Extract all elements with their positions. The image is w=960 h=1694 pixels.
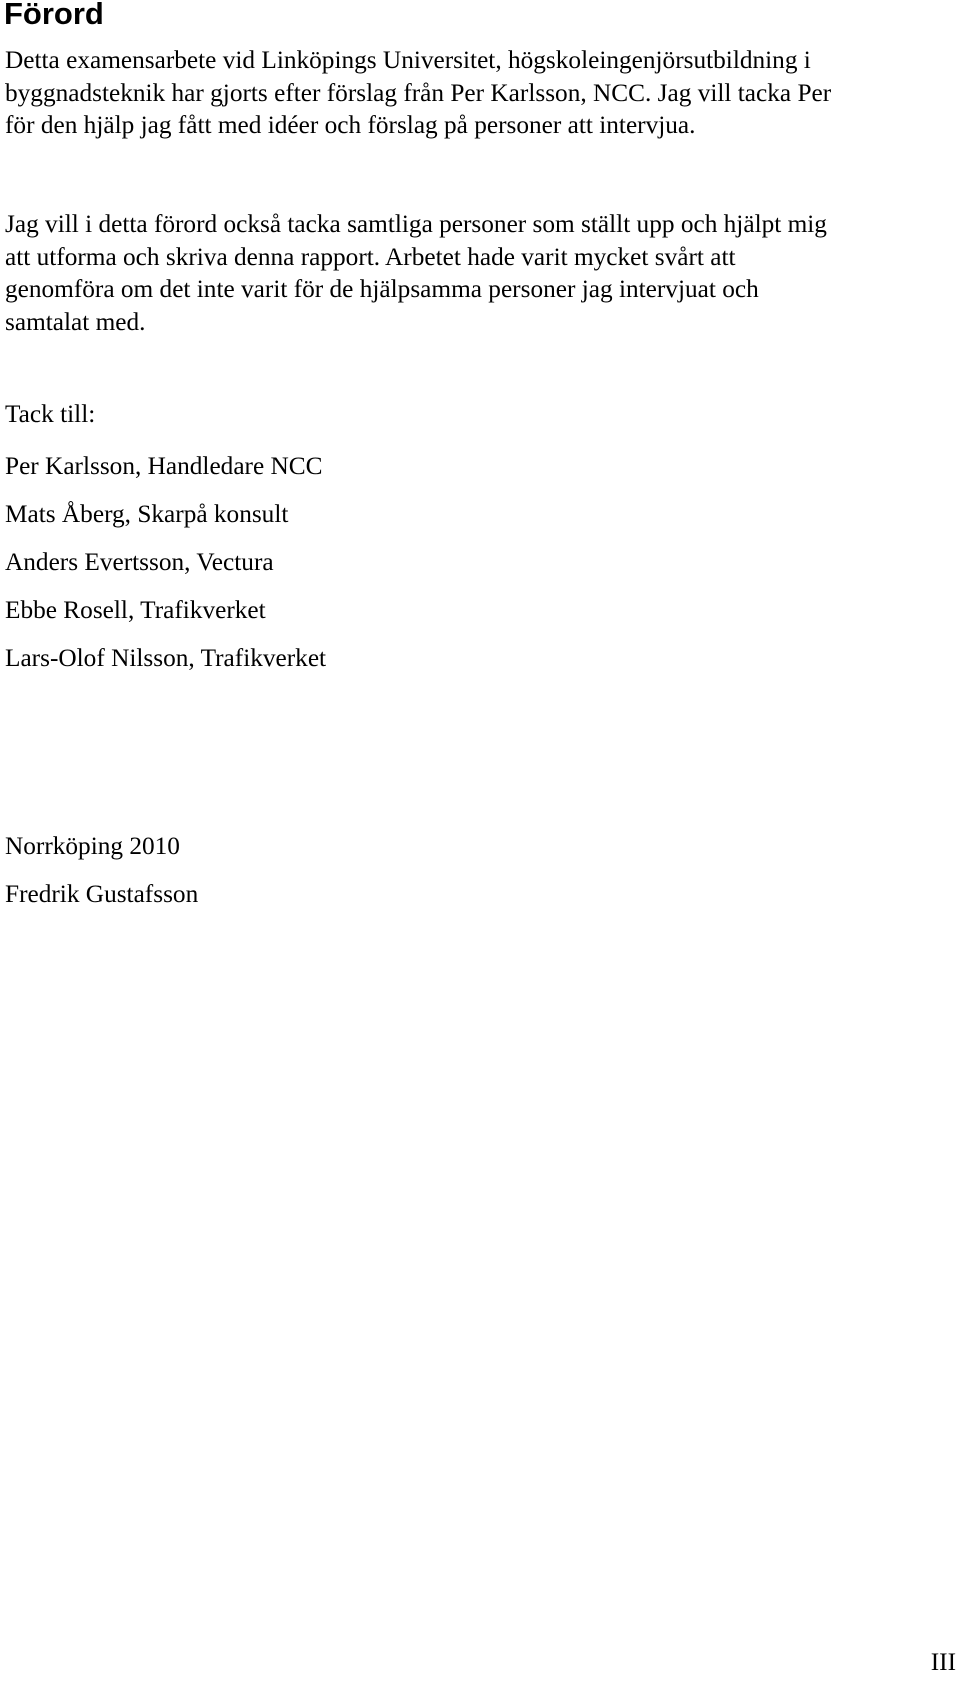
page-title: Förord [4,0,104,31]
thanks-person: Anders Evertsson, Vectura [5,548,274,576]
thanks-person: Per Karlsson, Handledare NCC [5,452,323,480]
place-year: Norrköping 2010 [5,832,180,860]
author-name: Fredrik Gustafsson [5,880,199,908]
thanks-person: Lars-Olof Nilsson, Trafikverket [5,644,327,672]
paragraph-line: byggnadsteknik har gjorts efter förslag från Per Karlsson, NCC. Jag vill tacka Per [5,78,832,107]
paragraph-line: Jag vill i detta förord också tacka samtliga personer som ställt upp och hjälpt mig [5,210,827,238]
page-number: III [930,1648,956,1676]
paragraph-line: för den hjälp jag fått med idéer och förslag på personer att intervjua. [5,111,696,139]
paragraph-line: Detta examensarbete vid Linköpings Universitet, högskoleingenjörsutbildning i [5,46,811,74]
paragraph-line: genomföra om det inte varit för de hjälpsamma personer jag intervjuat och [5,275,759,303]
paragraph-line: att utforma och skriva denna rapport. Arbetet hade varit mycket svårt att [5,242,736,271]
paragraph-line: samtalat med. [5,307,146,336]
thanks-intro: Tack till: [5,400,96,428]
thanks-person: Ebbe Rosell, Trafikverket [5,596,266,624]
thanks-person: Mats Åberg, Skarpå konsult [5,500,289,528]
acknowledgement-paragraph [5,208,827,338]
intro-paragraph [5,44,831,142]
